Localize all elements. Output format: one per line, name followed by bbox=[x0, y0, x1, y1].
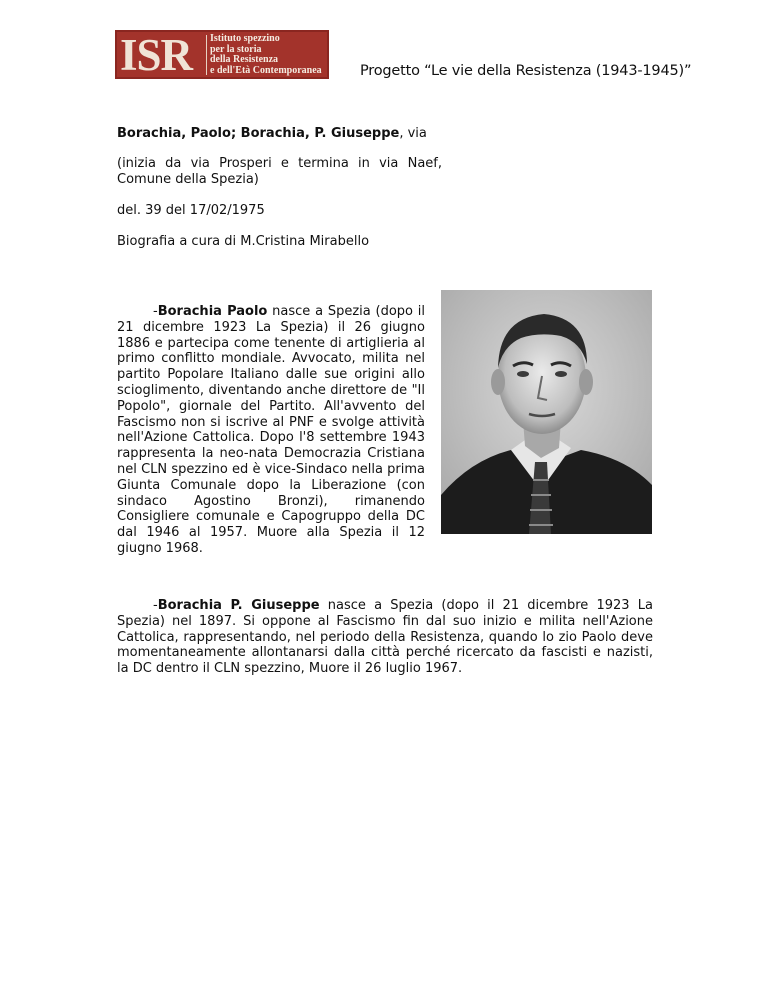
person-name: Borachia Paolo bbox=[157, 304, 268, 319]
bio-prefix: - bbox=[153, 598, 158, 613]
person-name: Borachia P. Giuseppe bbox=[157, 598, 320, 613]
bio-prefix: - bbox=[153, 304, 158, 319]
portrait-photo bbox=[441, 290, 652, 534]
street-name: Borachia, Paolo; Borachia, P. Giuseppe bbox=[117, 126, 400, 141]
street-type: , via bbox=[399, 126, 427, 141]
street-location: (inizia da via Prosperi e termina in via Naef, Comune della Spezia) bbox=[117, 156, 442, 187]
isr-logo bbox=[115, 30, 329, 79]
bio-text: nasce a Spezia (dopo il 21 dicembre 1923 La Spezia) nel 1897. Si oppone al Fascismo fin dal suo inizio e milita nell'Azione Cattolica, rappresentando, nel periodo della Resistenza, quando lo zio Paolo deve momentaneamente allontanarsi dalla città perché ricercato da fascisti e nazisti, la DC dentro il CLN spezzino, Muore il 26 luglio 1967. bbox=[117, 598, 653, 677]
biography-paolo bbox=[117, 304, 425, 557]
logo-divider bbox=[206, 35, 207, 75]
logo-line: della Resistenza bbox=[210, 54, 279, 65]
logo-line: per la storia bbox=[210, 43, 262, 55]
biography-giuseppe bbox=[117, 598, 653, 677]
deliberation-reference: del. 39 del 17/02/1975 bbox=[117, 203, 265, 218]
street-title bbox=[117, 126, 427, 142]
logo-institute-name bbox=[210, 34, 322, 76]
logo-line: Istituto spezzino bbox=[210, 33, 280, 44]
logo-line: e dell'Età Contemporanea bbox=[210, 64, 322, 76]
project-title: Progetto “Le vie della Resistenza (1943-1945)” bbox=[360, 63, 692, 79]
bio-text: nasce a Spezia (dopo il 21 dicembre 1923 La Spezia) il 26 giugno 1886 e partecipa come tenente di artiglieria al primo conflitto mondiale. Avvocato, milita nel partito Popolare Italiano dalle sue origini allo scioglimento, diventando anche direttore de "Il Popolo", giornale del Partito. All'avvento del Fascismo non si iscrive al PNF e svolge attività nell'Azione Cattolica. Dopo l'8 settembre 1943 rappresenta la neo-nata Democrazia Cristiana nel CLN spezzino ed è vice-Sindaco nella prima Giunta Comunale dopo la Liberazione (con sindaco Agostino Bronzi), rimanendo Consigliere comunale e Capogruppo della DC dal 1946 al 1957. Muore alla Spezia il 12 giugno 1968. bbox=[117, 304, 425, 556]
biography-credit: Biografia a cura di M.Cristina Mirabello bbox=[117, 234, 370, 249]
logo-letters: ISR bbox=[120, 30, 193, 80]
